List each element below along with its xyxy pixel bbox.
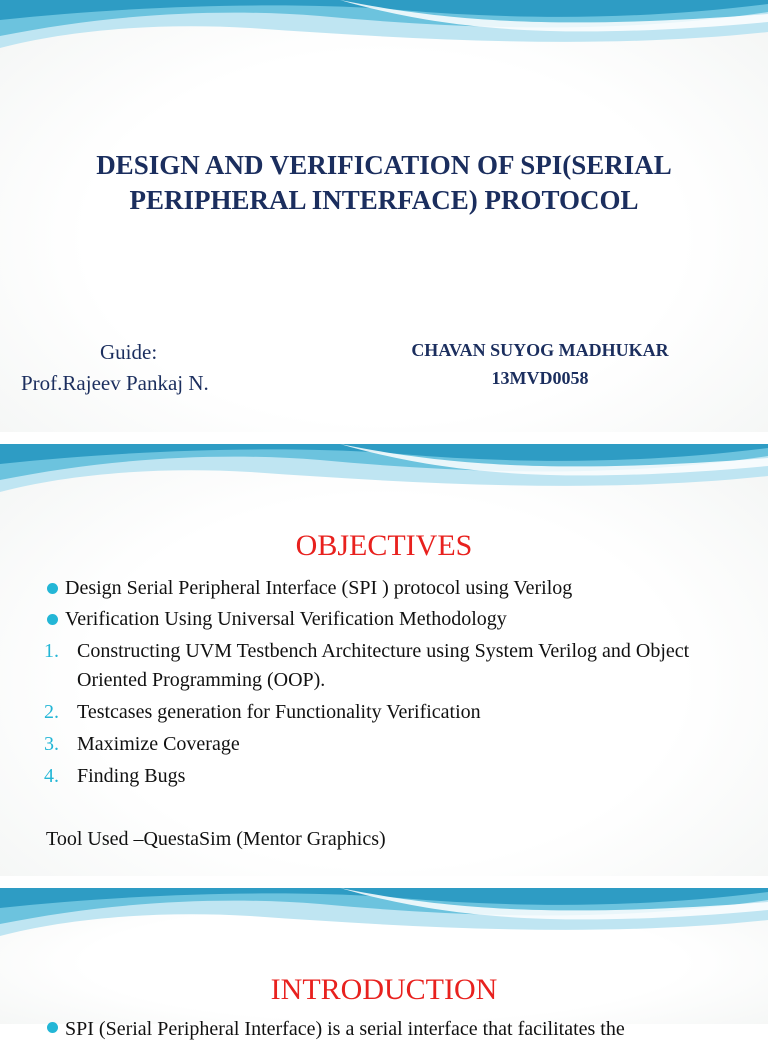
item-number: 4.	[44, 765, 59, 787]
author-id: 13MVD0058	[491, 368, 589, 388]
tool-used: Tool Used –QuestaSim (Mentor Graphics)	[46, 828, 386, 850]
author-name: CHAVAN SUYOG MADHUKAR	[411, 340, 669, 360]
title-line-2: PERIPHERAL INTERFACE) PROTOCOL	[129, 185, 639, 215]
slide-gap	[0, 876, 768, 888]
item-number: 3.	[44, 733, 59, 755]
guide-label: Guide:	[100, 340, 158, 364]
item-text: Maximize Coverage	[77, 733, 240, 755]
slide-gap	[0, 432, 768, 444]
guide-name: Prof.Rajeev Pankaj N.	[21, 371, 209, 395]
item-number: 2.	[44, 701, 59, 723]
introduction-heading: INTRODUCTION	[270, 973, 498, 1006]
bullet-dot-icon	[47, 614, 58, 625]
item-text: Testcases generation for Functionality Verification	[77, 701, 481, 723]
item-text: Finding Bugs	[77, 765, 186, 787]
bullet-dot-icon	[47, 583, 58, 594]
bullet-text: SPI (Serial Peripheral Interface) is a serial interface that facilitates the	[65, 1018, 625, 1040]
presentation-title	[30, 148, 738, 218]
bullet-text: Design Serial Peripheral Interface (SPI ) protocol using Verilog	[65, 577, 573, 599]
slide-title	[0, 0, 768, 432]
objectives-heading: OBJECTIVES	[295, 529, 473, 562]
bullet-text: Verification Using Universal Verification Methodology	[65, 608, 507, 630]
title-line-1: DESIGN AND VERIFICATION OF SPI(SERIAL	[96, 150, 672, 180]
item-number: 1.	[44, 640, 59, 662]
bullet-item	[47, 1016, 768, 1038]
wave-banner	[0, 444, 768, 534]
item-text: Constructing UVM Testbench Architecture using System Verilog and Object Oriented Programming (OOP).	[77, 640, 690, 691]
wave-banner	[0, 888, 768, 978]
wave-banner	[0, 0, 768, 90]
